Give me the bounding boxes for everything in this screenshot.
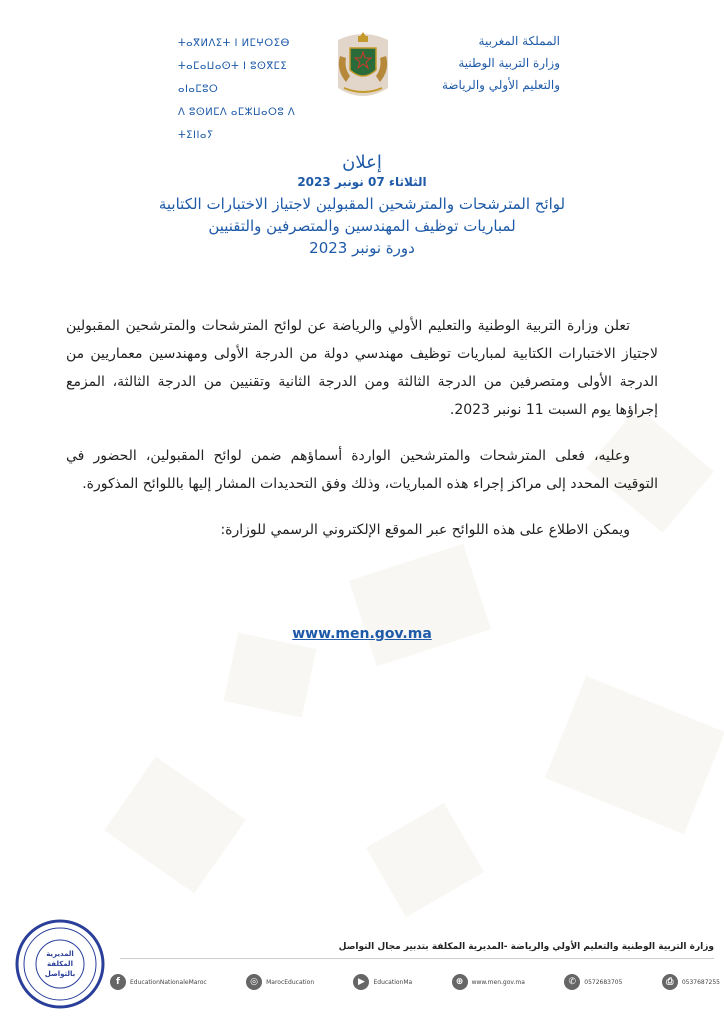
social-label: www.men.gov.ma <box>471 978 525 986</box>
phone-icon: ✆ <box>564 974 580 990</box>
announcement-subject-line: دورة نونبر 2023 <box>309 239 415 257</box>
background-shape <box>545 676 724 834</box>
arabic-ministry-line: وزارة التربية الوطنية <box>458 56 560 70</box>
background-shape <box>224 632 317 717</box>
official-seal-icon <box>14 918 106 1010</box>
youtube-icon: ▶ <box>353 974 369 990</box>
globe-icon: ⊕ <box>452 974 468 990</box>
social-link-facebook[interactable] <box>110 974 207 990</box>
social-link-youtube[interactable] <box>353 974 412 990</box>
amazigh-line: ⴷ ⵓⵙⵍⵎⴷ ⴰⵎⵣⵡⴰⵔⵓ ⴷ ⵜⵉⵏⵏⴰⵢ <box>178 107 296 141</box>
announcement-title: إعلان <box>342 152 382 173</box>
contact-fax[interactable] <box>662 974 720 990</box>
footer-divider <box>120 958 714 959</box>
social-label: 0537687255 <box>681 978 720 986</box>
ministry-website-link[interactable]: www.men.gov.ma <box>292 626 432 642</box>
footer-department: وزارة التربية الوطنية والتعليم الأولي والرياضة -المديرية المكلفة بتدبير مجال التواصل <box>338 942 714 952</box>
instagram-icon: ◎ <box>246 974 262 990</box>
arabic-ministry-line: والتعليم الأولي والرياضة <box>441 78 560 92</box>
seal-text: بالتواصل <box>44 970 76 978</box>
social-label: EducationNationaleMaroc <box>130 978 207 986</box>
social-link-instagram[interactable] <box>246 974 314 990</box>
fax-icon: ⎙ <box>662 974 678 990</box>
arabic-ministry-line: المملكة المغربية <box>478 34 560 48</box>
announcement-header <box>60 152 664 259</box>
background-shape <box>104 757 246 894</box>
letterhead <box>0 26 724 141</box>
amazigh-line: ⵜⴰⴳⵍⴷⵉⵜ ⵏ ⵍⵎⵖⵔⵉⴱ <box>178 38 290 49</box>
social-links-bar <box>110 968 720 996</box>
social-link-website[interactable] <box>452 974 525 990</box>
facebook-icon: f <box>110 974 126 990</box>
background-shape <box>349 544 491 667</box>
body-paragraph: ويمكن الاطلاع على هذه اللوائح عبر الموقع الإلكتروني الرسمي للوزارة: <box>220 522 630 538</box>
body-paragraph: وعليه، فعلى المترشحات والمترشحين الواردة أسماؤهم ضمن لوائح المقبولين، الحضور في التوقيت المحدد إلى مراكز إجراء هذه المباريات، وذلك وفق التحديدات المشار إليها باللوائح المذكورة. <box>66 448 658 492</box>
arabic-ministry-name <box>400 30 560 96</box>
body-paragraph: تعلن وزارة التربية الوطنية والتعليم الأولي والرياضة عن لوائح المترشحات والمترشحين المقبولين لاجتياز الاختبارات الكتابية لمباريات توظيف مهندسي دولة من الدرجة الأولى ومهندسين معماريين من الدرجة الأولى ومتصرفين من الدرجة الثالثة ومن الدرجة الثانية وتقنيين من الدرجة الثالثة، المزمع إجراؤها يوم السبت 11 نونبر 2023. <box>66 318 658 418</box>
social-label: EducationMa <box>373 978 413 986</box>
social-label: MarocEducation <box>266 978 315 986</box>
amazigh-line: ⵜⴰⵎⴰⵡⴰⵙⵜ ⵏ ⵓⵙⴳⵎⵉ ⴰⵏⴰⵎⵓⵔ <box>178 61 288 95</box>
seal-text: المكلفة <box>47 960 73 968</box>
background-shape <box>366 803 484 917</box>
announcement-date: الثلاثاء 07 نونبر 2023 <box>297 175 427 189</box>
royal-emblem-icon <box>330 26 396 106</box>
announcement-body <box>66 312 658 562</box>
social-label: 0572683705 <box>584 978 623 986</box>
announcement-subject-line: لوائح المترشحات والمترشحين المقبولين لاجتياز الاختبارات الكتابية <box>158 195 566 213</box>
contact-phone[interactable] <box>564 974 622 990</box>
announcement-subject-line: لمباريات توظيف المهندسين والمتصرفين والتقنيين <box>208 217 516 235</box>
amazigh-ministry-name <box>178 32 323 147</box>
seal-text: المديرية <box>46 950 74 958</box>
